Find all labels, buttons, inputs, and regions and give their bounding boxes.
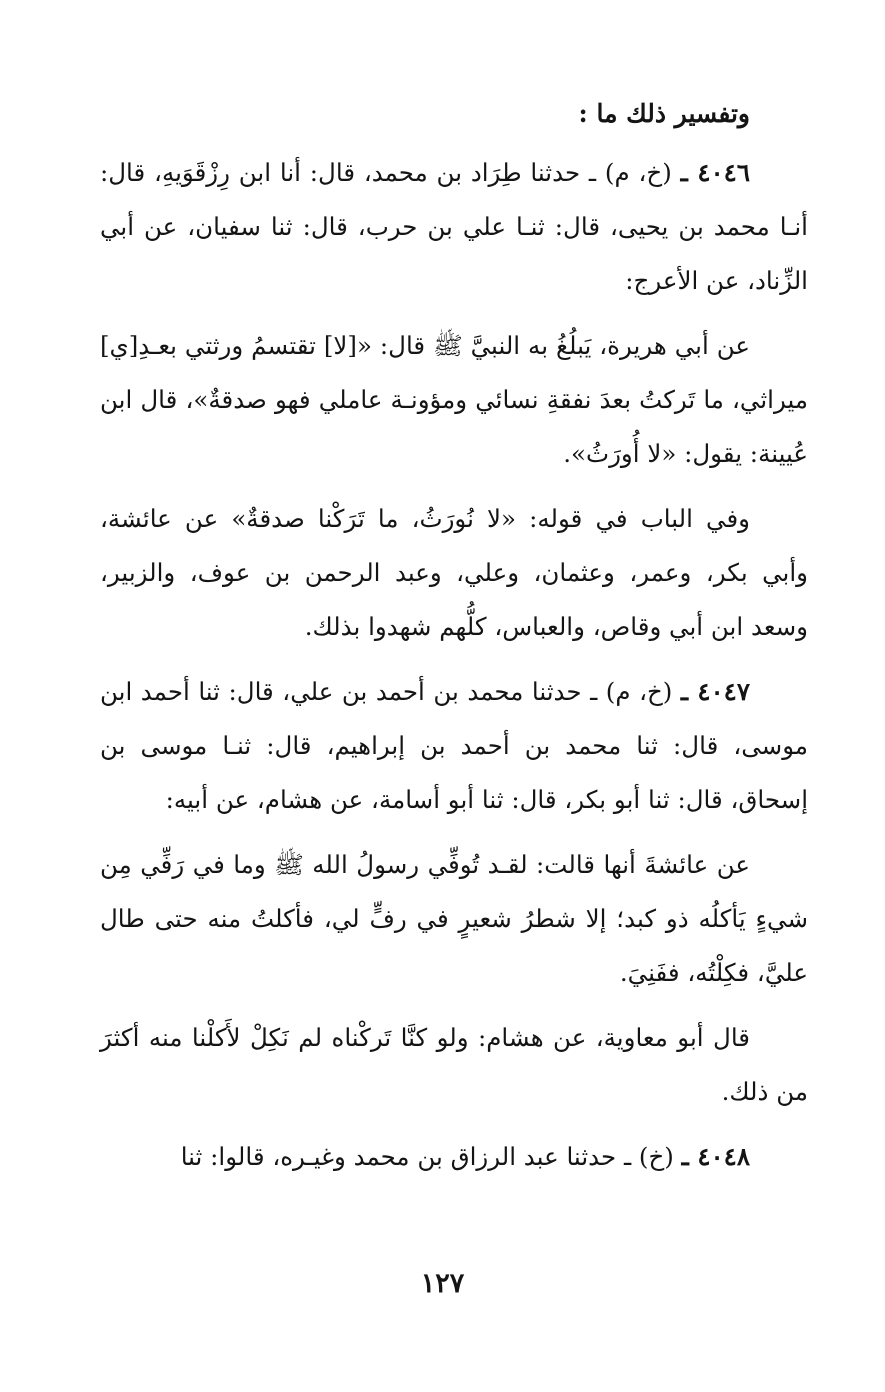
hadith-4048-chain [100,1130,808,1184]
hadith-4047-chain [100,665,808,827]
isnad-text: (خ، م) ـ حدثنا محمد بن أحمد بن علي، قال: ثنا أحمد ابن موسى، قال: ثنا محمد بن أحمد بن إبراهيم، قال: ثنـا موسى بن إسحاق، قال: ثنا أبو بكر، قال: ثنا أبو أسامة، عن هشام، عن أبيه: [100,677,808,814]
isnad-text: (خ) ـ حدثنا عبد الرزاق بن محمد وغيـره، قالوا: ثنا [180,1142,674,1171]
hadith-number: ٤٠٤٨ ـ [681,1142,750,1171]
hadith-number: ٤٠٤٦ ـ [680,158,750,187]
hadith-4046-text: عن أبي هريرة، يَبلُغُ به النبيَّ ﷺ قال: «[لا] تقتسمُ ورثتي بعـدِ[ي] ميراثي، ما تَركتُ بعدَ نفقةِ نسائي ومؤونـة عاملي فهو صدقةٌ»، قال ابن عُيينة: يقول: «لا أُورَثُ». [100,331,808,468]
isnad-text: (خ، م) ـ حدثنا طِرَاد بن محمد، قال: أنا ابن رِزْقَوَيهِ، قال: أنـا محمد بن يحيى، قال: ثنـا علي بن حرب، قال: ثنا سفيان، عن أبي الزِّناد، عن الأعرج: [100,158,808,295]
hadith-4046-chain [100,146,808,308]
section-heading: وتفسير ذلك ما : [578,99,750,128]
hadith-4047-note: قال أبو معاوية، عن هشام: ولو كنَّا تَركْناه لم نَكِلْ لأَكلْنا منه أكثرَ من ذلك. [100,1023,808,1106]
hadith-4047-text: عن عائشةَ أنها قالت: لقـد تُوفِّي رسولُ الله ﷺ وما في رَفِّي مِن شيءٍ يَأكلُه ذو كبد؛ إلا شطرُ شعيرٍ في رفٍّ لي، فأكلتُ منه حتى طال عليَّ، فكِلْتُه، ففَنِيَ. [100,850,808,987]
hadith-4046-note: وفي الباب في قوله: «لا نُورَثُ، ما تَرَكْنا صدقةٌ» عن عائشة، وأبي بكر، وعمر، وعثمان، وعلي، وعبد الرحمن بن عوف، والزبير، وسعد ابن أبي وقاص، والعباس، كلُّهم شهدوا بذلك. [100,504,808,641]
page-body [100,92,808,1188]
page-number: ١٢٧ [420,1268,465,1299]
hadith-number: ٤٠٤٧ ـ [680,677,750,706]
